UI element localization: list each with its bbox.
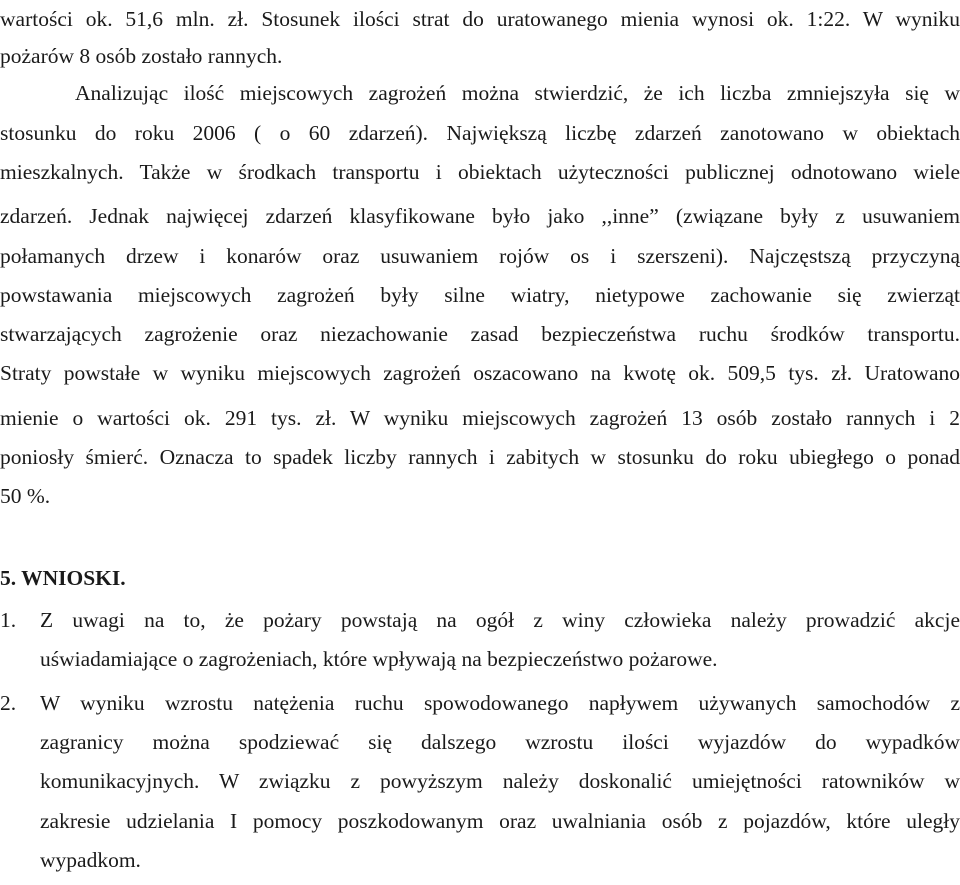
text-line: mienie o wartości ok. 291 tys. zł. W wyniku miejscowych zagrożeń 13 osób zostało rannych i 2 [0, 406, 960, 430]
text-line: Straty powstałe w wyniku miejscowych zagrożeń oszacowano na kwotę ok. 509,5 tys. zł. Uratowano [0, 361, 960, 385]
list-item-number: 2. [0, 691, 17, 715]
text-line: poniosły śmierć. Oznacza to spadek liczby rannych i zabitych w stosunku do roku ubiegłego o ponad [0, 445, 960, 469]
section-heading: 5. WNIOSKI. [0, 566, 126, 590]
text-line: zdarzeń. Jednak najwięcej zdarzeń klasyfikowane było jako ,,inne” (związane były z usuwaniem [0, 204, 960, 228]
text-line: stwarzających zagrożenie oraz niezachowanie zasad bezpieczeństwa ruchu środków transportu. [0, 322, 960, 346]
text-line: zagranicy można spodziewać się dalszego wzrostu ilości wyjazdów do wypadków [40, 730, 960, 754]
text-line: Analizując ilość miejscowych zagrożeń można stwierdzić, że ich liczba zmniejszyła się w [75, 81, 960, 105]
text-line: wypadkom. [40, 848, 141, 872]
text-line: powstawania miejscowych zagrożeń były silne wiatry, nietypowe zachowanie się zwierząt [0, 283, 960, 307]
text-line: 50 %. [0, 484, 51, 508]
text-line: uświadamiające o zagrożeniach, które wpływają na bezpieczeństwo pożarowe. [40, 647, 718, 671]
text-line: stosunku do roku 2006 ( o 60 zdarzeń). Największą liczbę zdarzeń zanotowano w obiektach [0, 121, 960, 145]
text-line: pożarów 8 osób zostało rannych. [0, 44, 283, 68]
text-line: Z uwagi na to, że pożary powstają na ogół z winy człowieka należy prowadzić akcje [40, 608, 960, 632]
text-line: połamanych drzew i konarów oraz usuwaniem rojów os i szerszeni). Najczęstszą przyczyną [0, 244, 960, 268]
list-item-number: 1. [0, 608, 17, 632]
text-line: W wyniku wzrostu natężenia ruchu spowodowanego napływem używanych samochodów z [40, 691, 960, 715]
text-line: komunikacyjnych. W związku z powyższym należy doskonalić umiejętności ratowników w [40, 769, 960, 793]
text-line: zakresie udzielania I pomocy poszkodowanym oraz uwalniania osób z pojazdów, które uległy [40, 809, 960, 833]
text-line: wartości ok. 51,6 mln. zł. Stosunek ilości strat do uratowanego mienia wynosi ok. 1:22. W wyniku [0, 7, 960, 31]
text-line: mieszkalnych. Także w środkach transportu i obiektach użyteczności publicznej odnotowano wiele [0, 160, 960, 184]
